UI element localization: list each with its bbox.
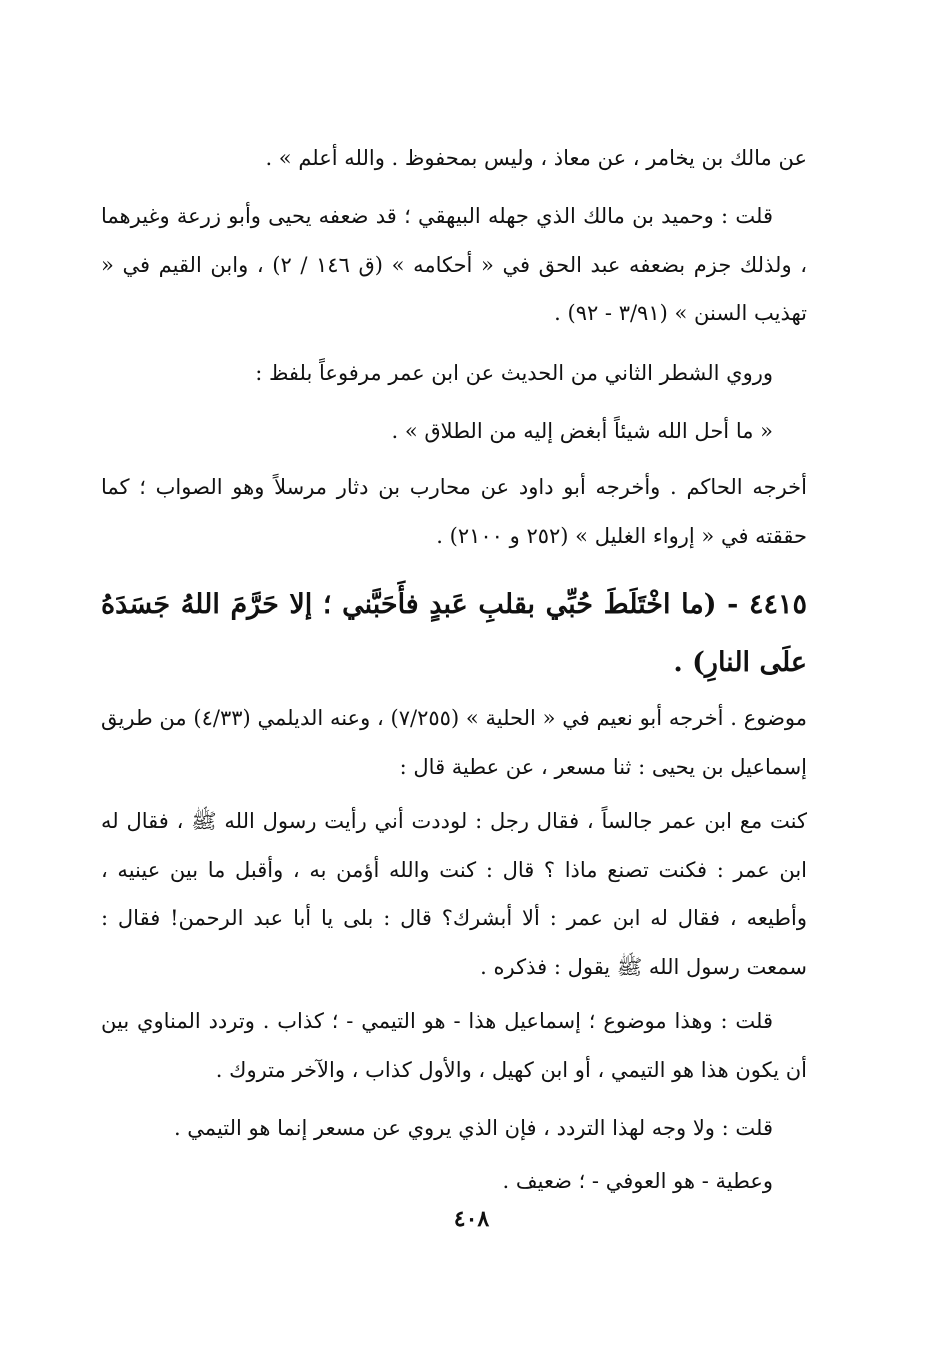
paragraph-verdict: قلت : وهذا موضوع ؛ إسماعيل هذا - هو التيمي - ؛ كذاب . وتردد المناوي بين أن يكون هذا هو التيمي ، أو ابن كهيل ، والأول كذاب ، والآخر متروك . [101,1009,807,1082]
paragraph-final: وعطية - هو العوفي - ؛ ضعيف . [502,1169,773,1193]
paragraph-story: كنت مع ابن عمر جالساً ، فقال رجل : لوددت أني رأيت رسول الله ﷺ ، فقال له ابن عمر : فكنت تصنع ماذا ؟ قال : كنت والله أؤمن به ، وأقبل ما بين عينيه ، وأطيعه ، فقال له ابن عمر : ألا أبشرك؟ قال : بلى يا أبا عبد الرحمن! فقال : سمعت رسول الله ﷺ يقول : فذكره . [101,809,807,979]
hadith-heading: ٤٤١٥ - (ما اخْتَلَطَ حُبِّي بقلبِ عَبدٍ فأَحَبَّني ؛ إلا حَرَّمَ اللهُ جَسَدَهُ علَى النارِ) . [101,589,807,678]
paragraph-narration-intro: وروي الشطر الثاني من الحديث عن ابن عمر مرفوعاً بلفظ : [255,361,773,385]
paragraph-continuation: عن مالك بن يخامر ، عن معاذ ، وليس بمحفوظ . والله أعلم » . [265,146,807,170]
paragraph-takhrij: أخرجه الحاكم . وأخرجه أبو داود عن محارب بن دثار مرسلاً وهو الصواب ؛ كما حققته في « إرواء الغليل » (٢٥٢ و ٢١٠٠) . [101,475,807,548]
page-number: ٤٠٨ [453,1206,490,1232]
paragraph-hadith-quote: « ما أحل الله شيئاً أبغض إليه من الطلاق » . [391,419,773,443]
paragraph-ruling: موضوع . أخرجه أبو نعيم في « الحلية » (٧/٢٥٥) ، وعنه الديلمي (٤/٣٣) من طريق إسماعيل بن يحيى : ثنا مسعر ، عن عطية قال : [101,706,808,779]
paragraph-commentary: قلت : وحميد بن مالك الذي جهله البيهقي ؛ قد ضعفه يحيى وأبو زرعة وغيرهما ، ولذلك جزم بضعفه عبد الحق في « أحكامه » (ق ١٤٦ / ٢) ، وابن القيم في « تهذيب السنن » (٣/٩١ - ٩٢) . [101,204,807,325]
paragraph-note: قلت : ولا وجه لهذا التردد ، فإن الذي يروي عن مسعر إنما هو التيمي . [173,1116,773,1140]
